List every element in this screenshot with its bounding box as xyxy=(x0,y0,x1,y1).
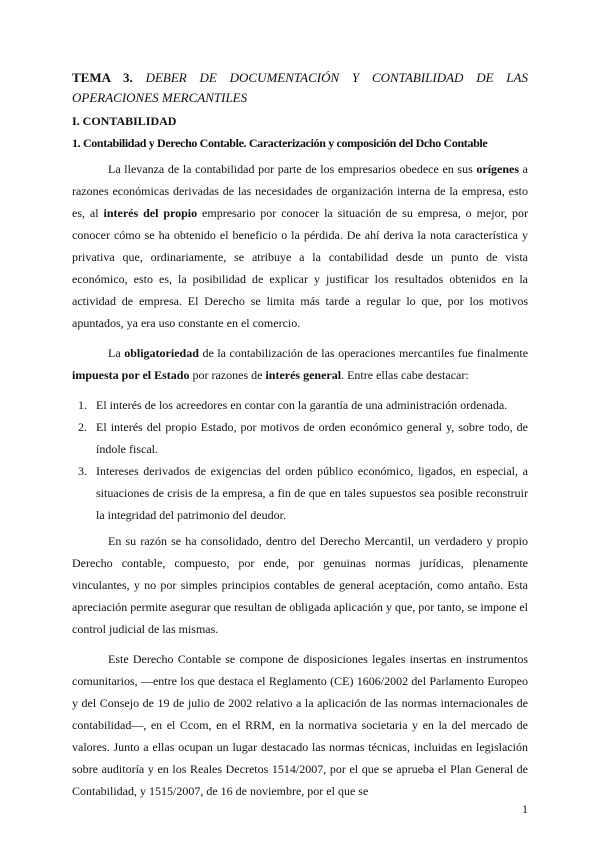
bold-obligatoriedad: obligatoriedad xyxy=(124,346,199,360)
page-number: 1 xyxy=(522,802,528,816)
paragraph-2: La obligatoriedad de la contabilización de las operaciones mercantiles fue finalmente impuesta por el Estado por razones de interés general. Entre ellas cabe destacar: xyxy=(72,346,529,382)
list-item: 3. Intereses derivados de exigencias del orden público económico, ligados, en especial, a situaciones de crisis de la empresa, a fin de que en tales supuestos sea posible reconstruir la integridad del patrimonio del deudor. xyxy=(90,460,528,526)
title-label: TEMA 3. xyxy=(72,70,133,85)
paragraph-4: Este Derecho Contable se compone de disposiciones legales insertas en instrumentos comunitarios, —entre los que destaca el Reglamento (CE) 1606/2002 del Parlamento Europeo y del Consejo de 19 de julio de 2002 relativo a la aplicación de las normas internacionales de contabilidad—, en el Ccom, en el RRM, en la normativa societaria y en la del mercado de valores. Junto a ellas ocupan un lugar destacado las normas técnicas, incluidas en legislación sobre auditoría y en los Reales Decretos 1514/2007, por el que se aprueba el Plan General de Contabilidad, y 1515/2007, de 16 de noviembre, por el que se xyxy=(72,652,528,798)
bold-origenes: orígenes xyxy=(476,162,520,176)
title-text: DEBER DE DOCUMENTACIÓN Y CONTABILIDAD DE LAS OPERACIONES MERCANTILES xyxy=(72,70,528,105)
bold-interes-propio: interés del propio xyxy=(103,206,198,220)
reasons-list xyxy=(72,394,528,526)
bold-interes-general: interés general xyxy=(265,368,342,382)
subsection-heading: 1. Contabilidad y Derecho Contable. Caracterización y composición del Dcho Contable xyxy=(72,136,488,150)
section-heading: I. CONTABILIDAD xyxy=(72,114,177,128)
list-item: 2. El interés del propio Estado, por motivos de orden económico general y, sobre todo, de índole fiscal. xyxy=(90,416,528,460)
list-item: 1. El interés de los acreedores en contar con la garantía de una administración ordenada. xyxy=(90,394,528,416)
paragraph-3: En su razón se ha consolidado, dentro del Derecho Mercantil, un verdadero y propio Derecho contable, compuesto, por ende, por genuinas normas jurídicas, plenamente vinculantes, y no por simples principios contables de general aceptación, como antaño. Esta apreciación permite asegurar que resultan de obligada aplicación y que, por tanto, se impone el control judicial de las mismas. xyxy=(72,534,528,636)
page-title xyxy=(72,68,528,108)
bold-impuesta-estado: impuesta por el Estado xyxy=(72,368,190,382)
paragraph-1: La llevanza de la contabilidad por parte de los empresarios obedece en sus orígenes a razones económicas derivadas de las necesidades de organización interna de la empresa, esto es, al interés del propio empresario por conocer la situación de su empresa, o mejor, por conocer cómo se ha obtenido el beneficio o la pérdida. De ahí deriva la nota característica y privativa que, ordinariamente, se atribuye a la contabilidad desde un punto de vista económico, esto es, la posibilidad de explicar y justificar los resultados obtenidos en la actividad de empresa. El Derecho se limita más tarde a regular lo que, por los motivos apuntados, ya era uso constante en el comercio. xyxy=(72,162,529,330)
